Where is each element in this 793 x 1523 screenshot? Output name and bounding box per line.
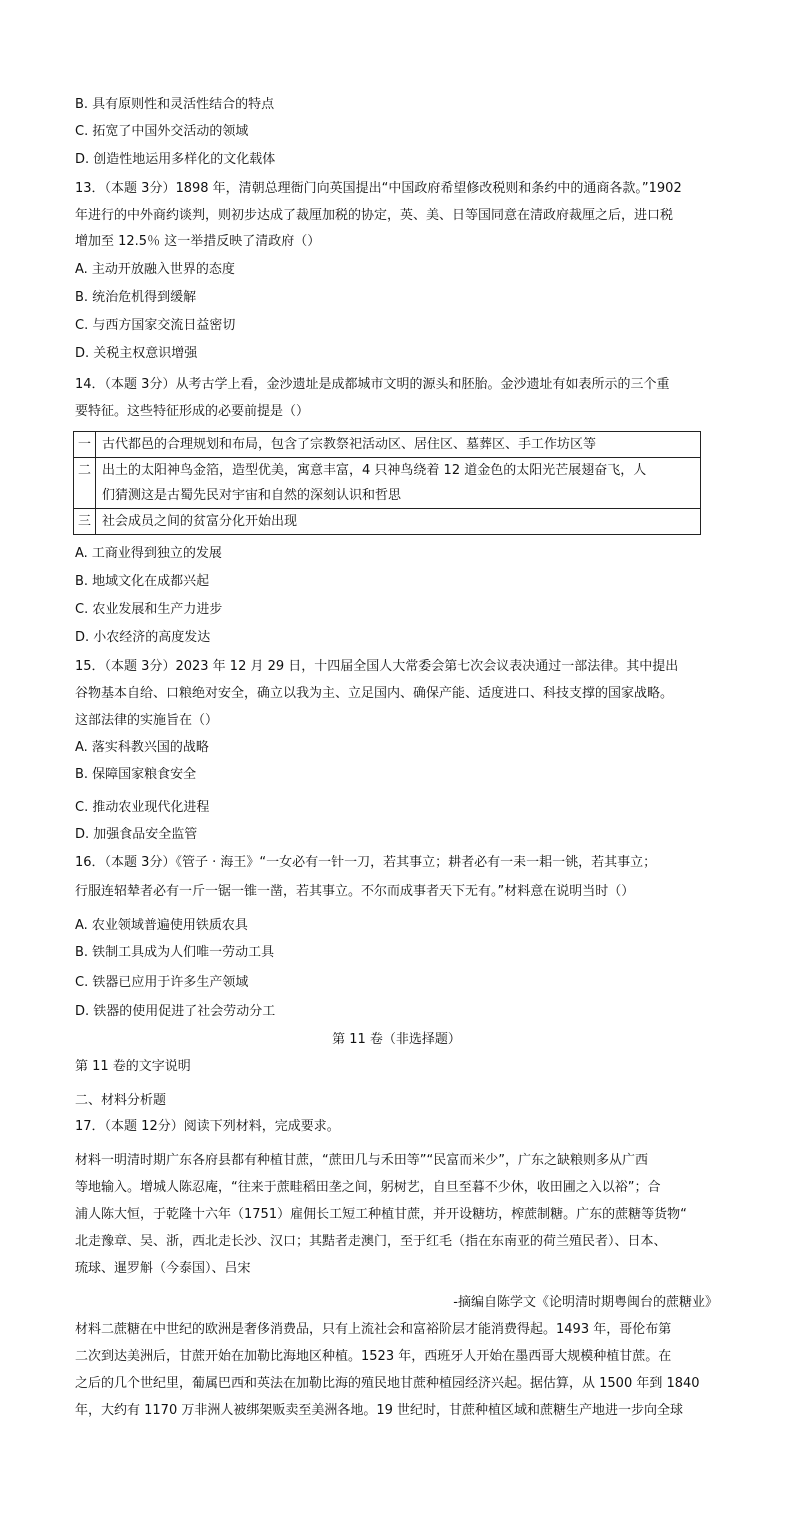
q14-option-a: A. 工商业得到独立的发展: [75, 546, 222, 561]
table-row-number: 三: [74, 509, 96, 535]
table-row-text-line: 社会成员之间的贫富分化开始出现: [102, 514, 298, 529]
q14-option-b: B. 地域文化在成都兴起: [75, 574, 210, 589]
q15-stem-line-2: 谷物基本自给、口粮绝对安全，确立以我为主、立足国内、确保产能、适度进口、科技支撑的国家战略。: [75, 686, 674, 701]
material1-line-3: 浦人陈大恒，于乾隆十六年（1751）雇佣长工短工种植甘蔗，并开设糖坊，榨蔗制糖。广东的蔗糖等货物“: [75, 1207, 687, 1222]
q13-option-c: C. 与西方国家交流日益密切: [75, 318, 236, 333]
material1-line-1: 材料一明清时期广东各府县都有种植甘蔗，“蔗田几与禾田等”“民富而米少”，广东之缺粮则多从广西: [75, 1153, 648, 1168]
material1-line-5: 琉球、暹罗斛（今泰国）、吕宋: [75, 1261, 251, 1276]
material2-line-2: 二次到达美洲后，甘蔗开始在加勒比海地区种植。1523 年，西班牙人开始在墨西哥大规模种植甘蔗。在: [75, 1349, 672, 1364]
table-row-text-line: 出土的太阳神鸟金箔，造型优美，寓意丰富，4 只神鸟绕着 12 道金色的太阳光芒展翅奋飞，人: [102, 463, 647, 478]
material1-line-4: 北走豫章、吴、浙，西北走长沙、汉口；其黠者走澳门，至于红毛（指在东南亚的荷兰殖民者）、日本、: [75, 1234, 667, 1249]
material2-line-4: 年，大约有 1170 万非洲人被绑架贩卖至美洲各地。19 世纪时，甘蔗种植区域和蔗糖生产地进一步向全球: [75, 1403, 684, 1418]
table-row-text: [96, 432, 701, 458]
q15-option-a: A. 落实科教兴国的战略: [75, 740, 209, 755]
q16-stem-line-2: 行服连轺辇者必有一斤一锯一锥一凿，若其事立。不尔而成事者天下无有。”材料意在说明当时（）: [75, 884, 635, 899]
q15-stem-line-1: 15．（本题 3分）2023 年 12 月 29 日，十四届全国人大常委会第七次会议表决通过一部法律。其中提出: [75, 659, 679, 674]
q15-stem-line-3: 这部法律的实施旨在（）: [75, 713, 219, 728]
q14-stem-line-2: 要特征。这些特征形成的必要前提是（）: [75, 404, 310, 419]
q13-stem-line-2: 年进行的中外商约谈判，则初步达成了裁厘加税的协定，英、美、日等国同意在清政府裁厘之后，进口税: [75, 208, 674, 223]
q16-option-d: D. 铁器的使用促进了社会劳动分工: [75, 1004, 276, 1019]
q13-stem-line-3: 增加至 12.5％ 这一举措反映了清政府（）: [75, 234, 321, 249]
volume-title: 第 11 卷（非选择题）: [332, 1032, 461, 1047]
material2-line-1: 材料二蔗糖在中世纪的欧洲是奢侈消费品，只有上流社会和富裕阶层才能消费得起。1493 年，哥伦布第: [75, 1322, 672, 1337]
q15-option-c: C. 推动农业现代化进程: [75, 800, 210, 815]
q15-option-d: D. 加强食品安全监管: [75, 827, 198, 842]
table-row-text: [96, 509, 701, 535]
q13-stem-line-1: 13．（本题 3分）1898 年，清朝总理衙门向英国提出“中国政府希望修改税则和条约中的通商各款。”1902: [75, 181, 682, 196]
table-row: [74, 458, 701, 509]
material1-source: -摘编自陈学文《论明清时期粤闽台的蔗糖业》: [453, 1295, 718, 1310]
q13-option-a: A. 主动开放融入世界的态度: [75, 262, 235, 277]
q17-stem: 17．（本题 12分）阅读下列材料，完成要求。: [75, 1119, 340, 1134]
table-row: [74, 509, 701, 535]
table-row-text: [96, 458, 701, 509]
q14-option-d: D. 小农经济的高度发达: [75, 630, 211, 645]
material1-line-2: 等地输入。增城人陈忍庵，“往来于蔗畦稻田垄之间，躬树艺，自旦至暮不少休，收田圃之入以裕”；合: [75, 1180, 661, 1195]
q14-stem-line-1: 14．（本题 3分）从考古学上看，金沙遗址是成都城市文明的源头和胚胎。金沙遗址有如表所示的三个重: [75, 377, 670, 392]
q16-option-c: C. 铁器已应用于许多生产领域: [75, 975, 249, 990]
q12-option-d: D. 创造性地运用多样化的文化载体: [75, 152, 276, 167]
section-title: 二、材料分析题: [75, 1093, 167, 1108]
q12-option-b: B. 具有原则性和灵活性结合的特点: [75, 97, 275, 112]
table-row-text-line: 古代都邑的合理规划和布局，包含了宗教祭祀活动区、居住区、墓葬区、手工作坊区等: [102, 437, 597, 452]
table-row-number: 一: [74, 432, 96, 458]
q16-option-b: B. 铁制工具成为人们唯一劳动工具: [75, 945, 275, 960]
q12-option-c: C. 拓宽了中国外交活动的领域: [75, 124, 249, 139]
q13-option-b: B. 统治危机得到缓解: [75, 290, 197, 305]
q13-option-d: D. 关税主权意识增强: [75, 346, 198, 361]
table-row-text-line: 们猜测这是古蜀先民对宇宙和自然的深刻认识和哲思: [102, 488, 402, 503]
q14-option-c: C. 农业发展和生产力进步: [75, 602, 223, 617]
table-row: [74, 432, 701, 458]
q16-option-a: A. 农业领域普遍使用铁质农具: [75, 918, 248, 933]
volume-note: 第 11 卷的文字说明: [75, 1059, 191, 1074]
q15-option-b: B. 保障国家粮食安全: [75, 767, 197, 782]
q16-stem-line-1: 16．（本题 3分）《管子 · 海王》“一女必有一针一刀，若其事立；耕者必有一耒一耜一铫，若其事立；: [75, 855, 657, 870]
q14-feature-table: [73, 431, 701, 535]
material2-line-3: 之后的几个世纪里，葡属巴西和英法在加勒比海的殖民地甘蔗种植园经济兴起。据估算，从 1500 年到 1840: [75, 1376, 700, 1391]
table-row-number: 二: [74, 458, 96, 509]
